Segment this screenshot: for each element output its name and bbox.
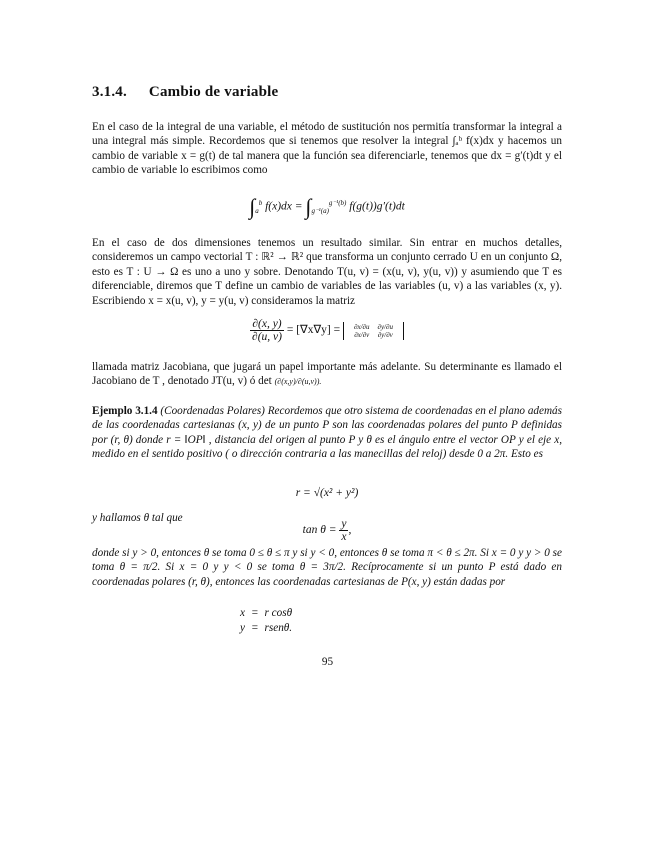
example-label: Ejemplo 3.1.4 — [92, 405, 158, 417]
section-title: Cambio de variable — [148, 84, 279, 100]
polar-system: x = r cosθ y = rsenθ. — [240, 606, 293, 634]
paragraph-2: En el caso de dos dimensiones tenemos un resultado similar. Sin entrar en muchos detalles, consideremos un campo vectorial T : ℝ² → ℝ² que transforma un conjunto cerrado U en un conjunto Ω, esto es T : U → Ω es uno a uno y sobre. Denotando T(u, v) = (x(u, v), y(u, v)) y asumiendo que T es diferenciable, diremos que T define un cambio de variables de las variables (u, v) a las variables (x, y). Escribiendo x = x(u, v), y = y(u, v) consideramos la matriz — [92, 237, 562, 307]
equation-r: r = √(x² + y²) — [295, 487, 359, 499]
paragraph-3: llamada matriz Jacobiana, que jugará un papel importante más adelante. Su determinante es llamado el Jacobiano de T , denotado JT(u, v) ó det (∂(x,y)/∂(u,v)). — [92, 361, 562, 388]
equation-tan: tan θ = $\frac{y}{x}$ , — [302, 518, 352, 543]
section-number: 3.1.4. — [92, 84, 127, 100]
section-heading — [92, 84, 278, 101]
jacobian-matrix: ∂x/∂u ∂y/∂u ∂x/∂v ∂y/∂v — [343, 322, 404, 340]
paragraph-1: En el caso de la integral de una variable, el método de sustitución nos permitía transformar la integral a una integral más simple. Recordemos que si tenemos que resolver la integral ∫ₐᵇ f(x)dx y hacemos un cambio de variable x = g(t) de tal manera que la función sea diferenciarle, tenemos que dx = g′(t)dt y el cambio de variable lo escribimos como — [92, 121, 562, 177]
page-number: 95 — [321, 656, 334, 668]
paragraph-6: donde si y > 0, entonces θ se toma 0 ≤ θ ≤ π y si y < 0, entonces θ se toma π < θ ≤ 2π. Si x = 0 y y > 0 se toma θ = π/2. Si x = 0 y y < 0 se toma θ = 3π/2. Recíprocamente si un punto P está dado en coordenadas polares (r, θ), entonces las coordenadas cartesianas de P(x, y) están dadas por — [92, 547, 562, 588]
integral-sign-2: ∫ — [305, 194, 312, 219]
example-paragraph: Ejemplo 3.1.4 (Coordenadas Polares) Recordemos que otro sistema de coordenadas en el plano además de las coordenadas cartesianas (x, y) de un punto P son las coordenadas polares del punto P definidas por (r, θ) donde r = ‖OP‖ , distancia del origen al punto P y θ es el ángulo entre el vector OP y el eje x, medido en el sentido positivo ( o dirección contraria a las manecillas del reloj) desde 0 a 2π. Esto es — [92, 405, 563, 461]
integral-sign: ∫ — [249, 194, 256, 219]
equation-jacobian: $\frac{\partial(x, y)}{\partial(u, v)}$ = [∇x∇y] = ∂x/∂u ∂y/∂u ∂x/∂v ∂y/∂v — [92, 318, 562, 343]
paragraph-theta: y hallamos θ tal que — [92, 512, 183, 524]
equation-substitution: $\int_a^b$ $f(x)dx = \int_{g^{-1}(a)}^{g^{-1}(b)}$ f(g(t))g′(t)dt — [249, 194, 405, 219]
